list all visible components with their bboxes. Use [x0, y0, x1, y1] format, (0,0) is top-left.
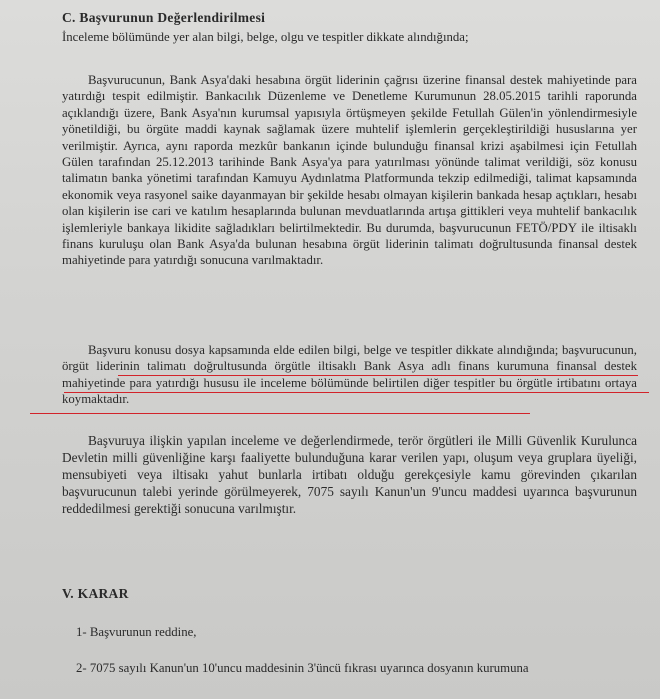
red-underline-2	[64, 392, 649, 393]
paragraph-1	[62, 72, 637, 269]
paragraph-3	[62, 432, 637, 517]
decision-heading: V. KARAR	[62, 586, 129, 601]
section-heading: C. Başvurunun Değerlendirilmesi	[62, 10, 266, 25]
red-underline-1	[118, 375, 638, 376]
intro-line: İnceleme bölümünde yer alan bilgi, belge, olgu ve tespitler dikkate alındığında;	[62, 30, 469, 44]
decision-item-1: 1- Başvurunun reddine,	[76, 625, 197, 639]
decision-item-2: 2- 7075 sayılı Kanun'un 10'uncu maddesinin 3'üncü fıkrası uyarınca dosyanın kurumuna	[76, 661, 529, 675]
paragraph-text: Başvurucunun, Bank Asya'daki hesabına örgüt liderinin çağrısı üzerine finansal destek mahiyetinde para yatırdığı tespit edilmiştir. Bankacılık Düzenleme ve Denetleme Kurumunun 28.05.2015 tarihli raporunda açıklandığı üzere, Bank Asya'nın kurumsal yapısıyla örtüşmeyen şekilde Fetullah Gülen'in yönlendirmesiyle yönetildiği, bu örgüte maddi kaynak sağlamak üzere muhtelif işlemlerin gerçekleştirildiği hususlarına yer verilmiştir. Ayrıca, aynı raporda mezkûr bankanın içinde bulunduğu finansal krizi aşabilmesi için Fetullah Gülen tarafından 25.12.2013 tarihinde Bank Asya'ya para yatırılması yönünde talimat verildiği, söz konusu talimatın banka yönetimi tarafından Kamuyu Aydınlatma Platformunda tekzip edilmediği, talimat kapsamında ekonomik veya rasyonel saike dayanmayan bir şekilde hesabı olmayan kişilerin bankada hesap açtıkları, hesabı olan kişilerin ise cari ve katılım hesaplarında bulunan mevduatlarında artışa gittikleri veya muhtelif bankacılık işlemleriyle bankaya likidite sağladıkları belirtilmektedir. Bu durumda, başvurucunun FETÖ/PDY ile iltisaklı finans kuruluşu olan Bank Asya'da bulunan hesabına örgüt liderinin talimatı doğrultusunda finansal destek mahiyetinde para yatırdığı sonucuna varılmaktadır.	[62, 73, 637, 268]
red-underline-3	[30, 413, 530, 414]
paragraph-text: Başvuruya ilişkin yapılan inceleme ve değerlendirmede, terör örgütleri ile Milli Güvenlik Kurulunca Devletin milli güvenliğine karşı faaliyette bulunduğuna karar verilen yapı, oluşum veya gruplara üyeliği, mensubiyeti veya iltisakı yahut bunlarla irtibatı olduğu gerekçesiyle kamu görevinden çıkarılan başvurucunun talebi yerinde görülmeyerek, 7075 sayılı Kanun'un 9'uncu maddesi uyarınca başvurunun reddedilmesi gerektiği sonucuna varılmıştır.	[62, 433, 637, 516]
paragraph-text: Başvuru konusu dosya kapsamında elde edilen bilgi, belge ve tespitler dikkate alındığında; başvurucunun, örgüt liderinin talimatı doğrultusunda örgütle iltisaklı Bank Asya adlı finans kurumuna finansal destek mahiyetinde para yatırdığı hususu ile inceleme bölümünde belirtilen diğer tespitler bu örgütle irtibatını ortaya koymaktadır.	[62, 343, 637, 407]
